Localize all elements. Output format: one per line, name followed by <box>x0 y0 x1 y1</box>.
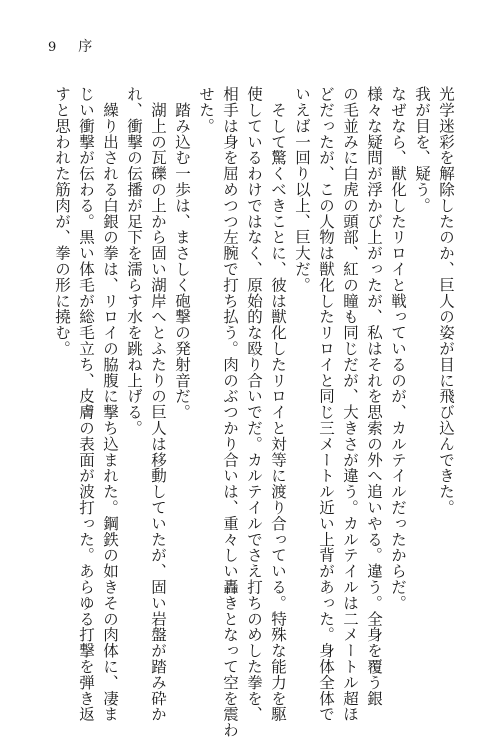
text-line: 湖上の瓦礫の上から固い湖岸へとふたりの巨人は移動していたが、固い岩盤が踏み砕か <box>149 86 167 722</box>
text-line: の毛並みに白虎の頭部、紅の瞳も同じだが、大きさが違う。カルテイルは二メートル超ほ <box>341 86 359 722</box>
text-line: 様々な疑問が浮かび上がったが、私はそれを思索の外へ追いやる。違う。全身を覆う銀 <box>365 86 383 707</box>
text-line: そして驚くべきことに、彼は獣化したリロイと対等に渡り合っている。特殊な能力を駆 <box>269 86 287 722</box>
text-line: 光学迷彩を解除したのか、巨人の姿が目に飛び込んできた。 <box>437 86 455 516</box>
page-number: 9 <box>48 40 59 55</box>
chapter-title: 序 <box>78 39 95 55</box>
text-line: 我が目を、疑う。 <box>413 86 431 214</box>
text-line: すと思われた筋肉が、拳の形に撓む。 <box>53 86 71 357</box>
text-line: なぜなら、獣化したリロイと戦っているのが、カルテイルだったからだ。 <box>389 86 407 611</box>
text-line: 踏み込む一歩は、まさしく砲撃の発射音だ。 <box>173 86 191 420</box>
text-line: どだったが、この人物は獣化したリロイと同じ三メートル近い上背があった。身体全体で <box>317 86 335 722</box>
text-line: 繰り出される白銀の拳は、リロイの脇腹に撃ち込まれた。鋼鉄の如きその肉体に、凄ま <box>101 86 119 722</box>
text-line: 使しているわけではなく、原始的な殴り合いでだ。カルテイルでさえ打ちのめした拳を、 <box>245 86 263 722</box>
text-line: せた。 <box>197 86 215 134</box>
text-line: れ、衝撃の伝播が足下を濡らす水を跳ね上げる。 <box>125 86 143 436</box>
text-line: いえば一回り以上、巨大だ。 <box>293 86 311 293</box>
text-line: じい衝撃が伝わる。黒い体毛が総毛立ち、皮膚の表面が波打った。あらゆる打撃を弾き返 <box>77 86 95 722</box>
vertical-body-text <box>50 86 458 738</box>
running-header <box>48 36 94 56</box>
text-line: 相手は身を屈めつつ左腕で打ち払う。肉のぶつかり合いは、重々しい轟きとなって空を震わ <box>221 86 239 738</box>
